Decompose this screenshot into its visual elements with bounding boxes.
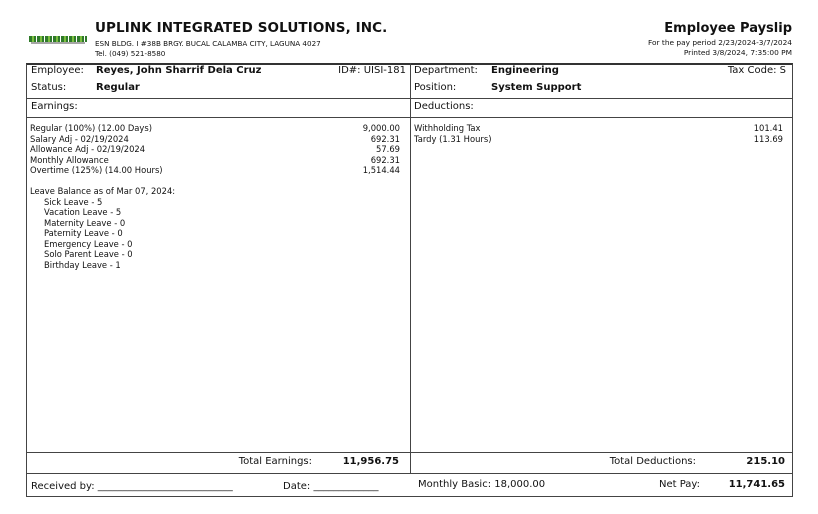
deductions-heading: Deductions:: [414, 101, 474, 112]
deductions-row: [414, 123, 783, 134]
earning-amount: 57.69: [376, 144, 400, 154]
earnings-row: [30, 123, 400, 134]
company-address: ESN BLDG. I #38B BRGY. BUCAL CALAMBA CITY, LAGUNA 4027: [95, 39, 321, 48]
received-by-field: Received by: ___________________________: [31, 481, 233, 492]
earnings-row: [30, 144, 400, 155]
total-earnings-value: 11,956.75: [342, 456, 399, 467]
leave-item: Solo Parent Leave - 0: [44, 249, 133, 259]
company-logo: [29, 36, 89, 45]
total-earnings-label: Total Earnings:: [238, 456, 312, 467]
earning-amount: 692.31: [370, 154, 400, 165]
deduction-amount: 101.41: [753, 123, 783, 133]
earning-amount: 9,000.00: [362, 123, 400, 133]
deductions-row: [414, 134, 783, 145]
leave-balance: [30, 186, 175, 270]
column-divider: [410, 63, 411, 473]
earnings-row: [30, 165, 400, 176]
earning-label: Monthly Allowance: [30, 154, 109, 165]
earnings-list: [30, 123, 400, 176]
earnings-row: [30, 155, 400, 166]
earnings-row: [30, 134, 400, 145]
leave-item: Sick Leave - 5: [44, 196, 103, 207]
leave-heading: Leave Balance as of Mar 07, 2024:: [30, 186, 176, 196]
department-value: Engineering: [491, 65, 559, 76]
earning-amount: 1,514.44: [362, 165, 400, 175]
leave-item: Paternity Leave - 0: [44, 228, 123, 238]
logo-tagline: [31, 42, 85, 44]
total-deductions-value: 215.10: [746, 456, 785, 467]
employee-label: Employee:: [31, 65, 84, 76]
divider-footer: [26, 473, 793, 474]
net-pay-value: 11,741.65: [728, 479, 785, 490]
divider-info: [26, 98, 793, 99]
position-label: Position:: [414, 82, 457, 93]
earning-amount: 692.31: [370, 133, 400, 144]
deduction-label: Withholding Tax: [414, 123, 481, 133]
total-deductions-label: Total Deductions:: [609, 456, 696, 467]
date-field: Date: _____________: [283, 481, 379, 492]
deductions-list: [414, 123, 783, 144]
deduction-label: Tardy (1.31 Hours): [414, 133, 492, 144]
net-pay-label: Net Pay:: [658, 479, 700, 490]
tax-code: Tax Code: S: [727, 65, 786, 76]
employee-id: ID#: UISI-181: [338, 65, 406, 76]
pay-period: For the pay period 2/23/2024-3/7/2024: [648, 38, 792, 47]
deduction-amount: 113.69: [753, 133, 783, 144]
earnings-heading: Earnings:: [31, 101, 78, 112]
printed-date: Printed 3/8/2024, 7:35:00 PM: [683, 48, 792, 57]
earning-label: Salary Adj - 02/19/2024: [30, 133, 129, 144]
employee-name: Reyes, John Sharrif Dela Cruz: [96, 65, 262, 76]
leave-item: Maternity Leave - 0: [44, 217, 126, 228]
status-value: Regular: [96, 82, 140, 93]
status-label: Status:: [31, 82, 67, 93]
earning-label: Regular (100%) (12.00 Days): [30, 123, 152, 133]
leave-item: Birthday Leave - 1: [44, 259, 121, 270]
divider-headings: [26, 117, 793, 118]
company-name: UPLINK INTEGRATED SOLUTIONS, INC.: [95, 20, 388, 36]
monthly-basic: Monthly Basic: 18,000.00: [418, 479, 546, 490]
document-title: Employee Payslip: [664, 21, 792, 36]
earning-label: Overtime (125%) (14.00 Hours): [30, 165, 163, 175]
department-label: Department:: [414, 65, 478, 76]
leave-item: Vacation Leave - 5: [44, 207, 122, 217]
company-tel: Tel. (049) 521-8580: [95, 49, 166, 58]
divider-totals: [26, 452, 793, 453]
leave-item: Emergency Leave - 0: [44, 238, 133, 249]
earning-label: Allowance Adj - 02/19/2024: [30, 144, 146, 154]
position-value: System Support: [491, 82, 582, 93]
